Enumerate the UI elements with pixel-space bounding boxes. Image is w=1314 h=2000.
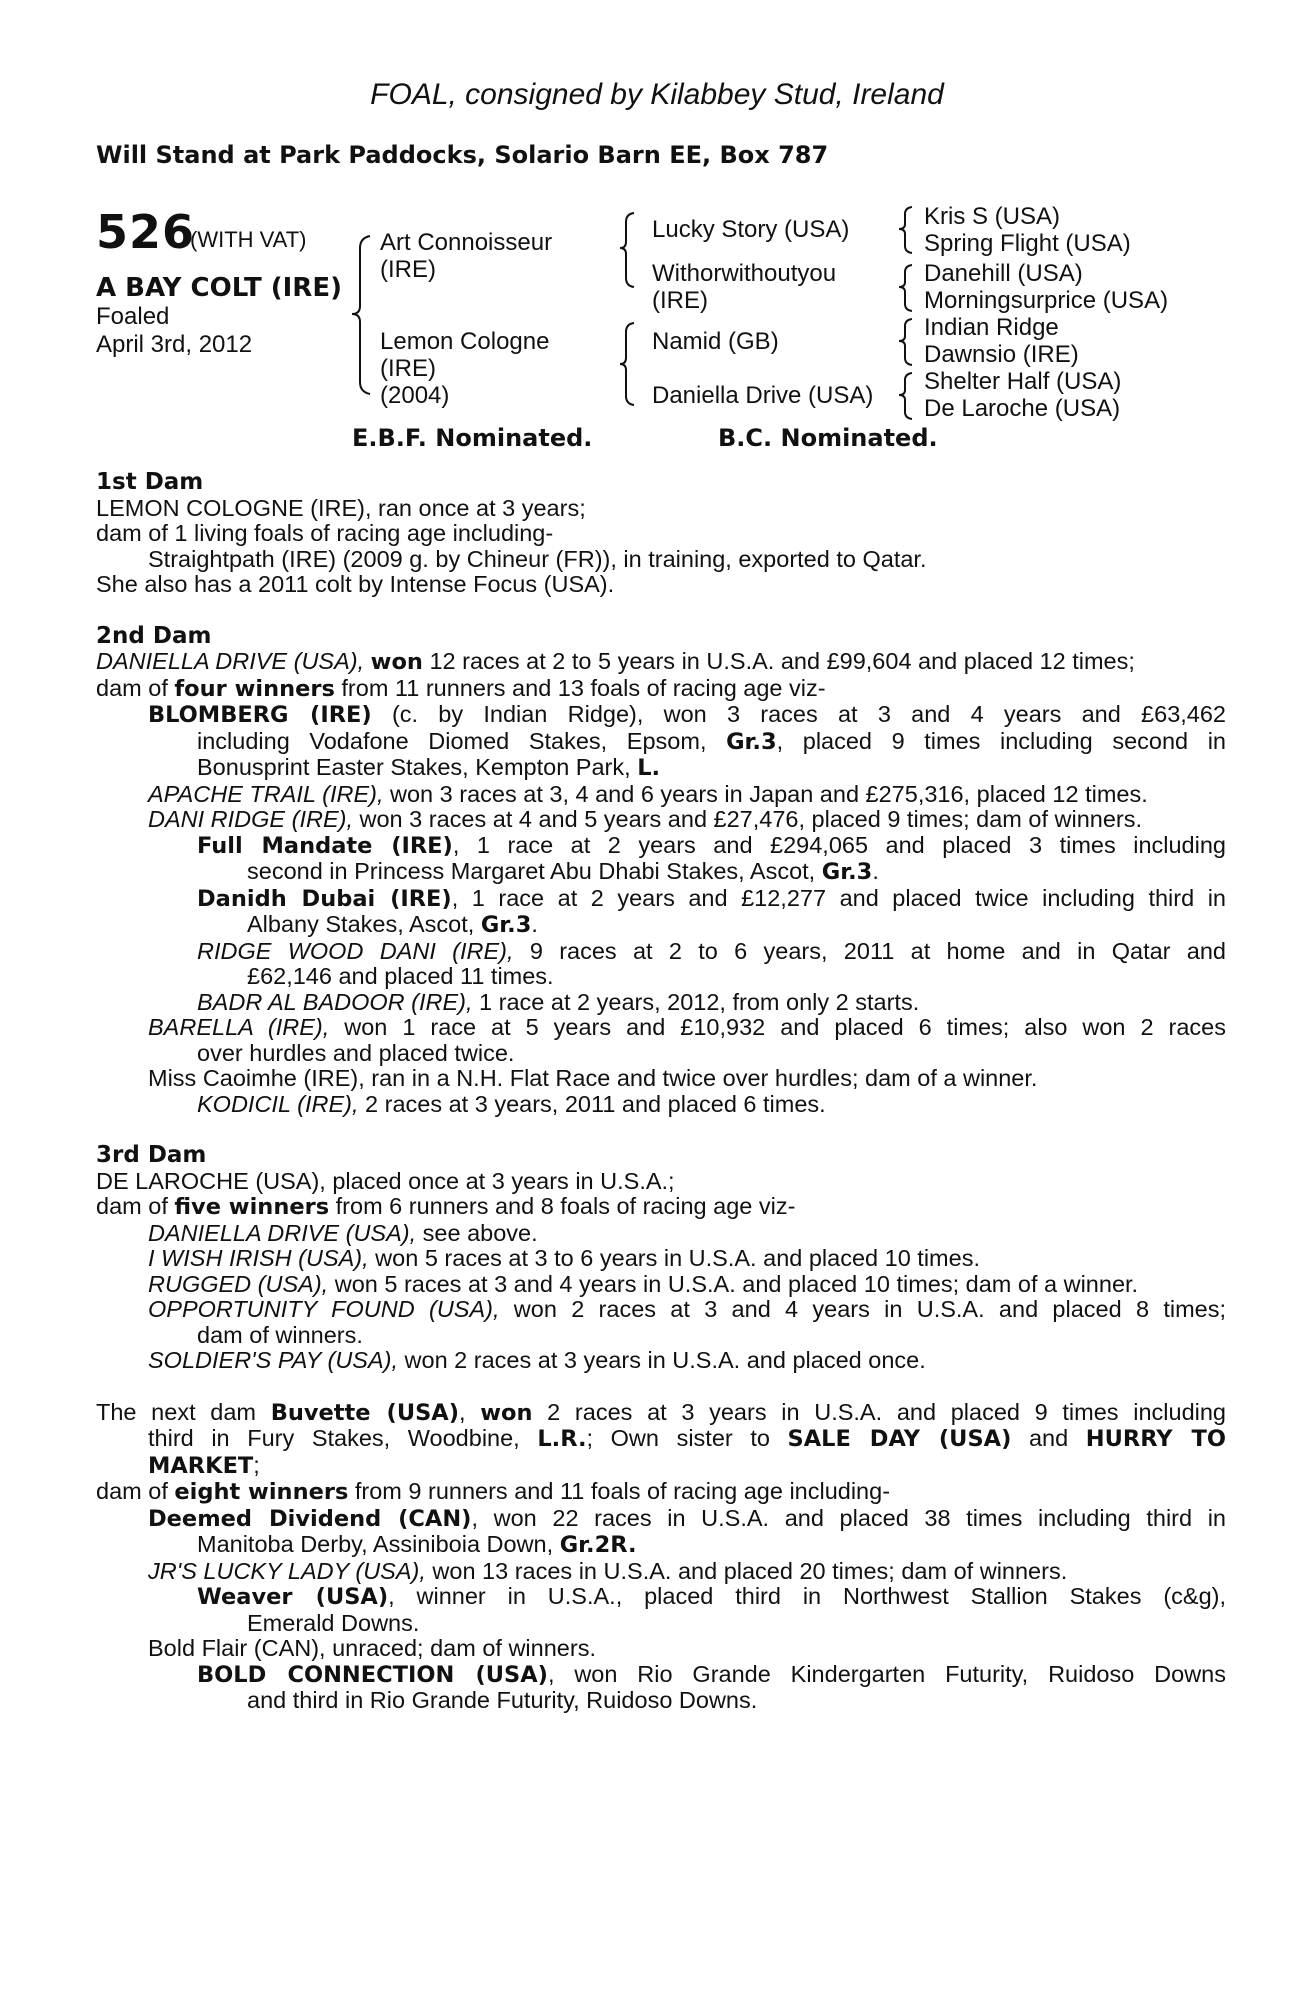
text: 9 races at 2 to 6 years, 2011 at home and in Qatar and [513, 937, 1226, 964]
text: won 1 race at 5 years and £10,932 and placed 6 times; also won 2 races [329, 1014, 1226, 1040]
pedigree-gen2-3: Namid (GB) [652, 328, 779, 355]
pedigree-sire: Art Connoisseur [380, 229, 553, 256]
text: won 13 races in U.S.A. and placed 20 times; dam of winners. [425, 1557, 1068, 1584]
pedigree-gen3-7: Shelter Half (USA) [924, 368, 1122, 395]
family-details [96, 470, 1226, 1714]
text: The next dam [96, 1398, 271, 1425]
runner-name: BLOMBERG (IRE) [148, 702, 372, 728]
runner-line: Miss Caoimhe (IRE), ran in a N.H. Flat Race and twice over hurdles; dam of a winner. [148, 1065, 1038, 1091]
text: four winners [174, 675, 335, 702]
text: won 5 races at 3 and 4 years in U.S.A. and placed 10 times; dam of a winner. [328, 1270, 1139, 1297]
first-dam-line: Straightpath (IRE) (2009 g. by Chineur (FR)), in training, exported to Qatar. [148, 545, 927, 572]
text: , won Rio Grande Kindergarten Futurity, Ruidoso Downs [547, 1660, 1226, 1687]
pedigree-brace-3c [896, 316, 916, 368]
text: won 3 races at 4 and 5 years and £27,476, placed 9 times; dam of winners. [352, 806, 1143, 832]
pedigree-gen3-8: De Laroche (USA) [924, 395, 1121, 422]
text: . [531, 911, 538, 937]
pedigree-sire-country: (IRE) [380, 256, 436, 283]
lot-number: 526 [96, 205, 196, 259]
text: L.R. [537, 1426, 587, 1452]
text: and third in Rio Grande Futurity, Ruidoso Downs. [247, 1687, 758, 1713]
text: including Vodafone Diomed Stakes, Epsom, [197, 727, 727, 754]
third-dam-heading: 3rd Dam [96, 1142, 207, 1168]
first-dam-section [96, 470, 1226, 598]
text: SALE DAY (USA) [787, 1426, 1012, 1452]
text: Gr.3 [480, 912, 532, 938]
text: dam of [96, 1193, 175, 1219]
text: ; Own sister to [586, 1425, 788, 1451]
runner-name: Weaver (USA) [197, 1584, 389, 1610]
text: won 3 races at 3, 4 and 6 years in Japan and £275,316, placed 12 times. [383, 780, 1148, 807]
runner-name: KODICIL (IRE), [197, 1090, 359, 1117]
text: , won 22 races in U.S.A. and placed 38 times including third in [471, 1504, 1226, 1531]
pedigree-gen3-4: Morningsurprice (USA) [924, 287, 1169, 314]
text: . [872, 858, 879, 884]
runner-name: Full Mandate (IRE) [197, 832, 453, 859]
text: , placed 9 times including second in [776, 727, 1226, 754]
first-dam-line: She also has a 2011 colt by Intense Focus (USA). [96, 571, 615, 597]
text: ; [253, 1451, 260, 1478]
pedigree-gen3-2: Spring Flight (USA) [924, 230, 1131, 257]
text: L. [637, 755, 661, 781]
pedigree-brace-gen1 [350, 232, 374, 397]
text: , 1 race at 2 years and £294,065 and placed 3 times including [452, 831, 1226, 858]
text: and [1011, 1425, 1086, 1451]
second-dam-section [96, 624, 1226, 1118]
text: Emerald Downs. [247, 1609, 420, 1636]
text: won [480, 1399, 533, 1426]
page-title: FOAL, consigned by Kilabbey Stud, Ireland [370, 78, 944, 111]
pedigree-brace-sire [618, 210, 638, 290]
runner-name: BADR AL BADOOR (IRE), [197, 988, 473, 1015]
second-dam-heading: 2nd Dam [96, 622, 212, 649]
text: 2 races at 3 years, 2011 and placed 6 times. [358, 1090, 826, 1117]
text: dam of winners. [197, 1321, 363, 1348]
pedigree-gen3-3: Danehill (USA) [924, 260, 1083, 287]
runner-name: BARELLA (IRE), [148, 1014, 330, 1040]
text: Manitoba Derby, Assiniboia Down, [197, 1531, 560, 1557]
won-label: won [370, 649, 423, 675]
text: five winners [174, 1194, 330, 1220]
pedigree-gen3-5: Indian Ridge [924, 314, 1059, 341]
pedigree-dam: Lemon Cologne [380, 328, 550, 355]
text: DE LAROCHE (USA), placed once at 3 years in U.S.A.; [96, 1167, 675, 1194]
text: won 2 races at 3 years in U.S.A. and placed once. [398, 1347, 926, 1373]
text: from 6 runners and 8 foals of racing age viz- [329, 1193, 796, 1219]
text: £62,146 and placed 11 times. [247, 963, 554, 989]
text: from 9 runners and 11 foals of racing age including- [348, 1478, 891, 1504]
horse-name: A BAY COLT (IRE) [96, 273, 342, 303]
text: HURRY TO [1085, 1426, 1226, 1452]
text: , winner in U.S.A., placed third in Northwest Stallion Stakes (c&g), [388, 1583, 1226, 1609]
text: 1 race at 2 years, 2012, from only 2 starts. [472, 988, 920, 1015]
text: Bonusprint Easter Stakes, Kempton Park, [197, 754, 638, 780]
text: Gr.2R. [559, 1532, 637, 1558]
runner-name: OPPORTUNITY FOUND (USA), [148, 1296, 500, 1322]
text: second in Princess Margaret Abu Dhabi Stakes, Ascot, [247, 858, 822, 884]
runner-name: RIDGE WOOD DANI (IRE), [197, 937, 514, 964]
next-dam-section [96, 1400, 1226, 1714]
first-dam-line: dam of 1 living foals of racing age including- [96, 520, 554, 546]
text: (c. by Indian Ridge), won 3 races at 3 and 4 years and £63,462 [371, 701, 1227, 727]
text: 2 races at 3 years in U.S.A. and placed 9 times including [532, 1398, 1226, 1425]
foaled-date: April 3rd, 2012 [96, 331, 253, 358]
third-dam-section [96, 1143, 1226, 1374]
pedigree-gen3-1: Kris S (USA) [924, 203, 1061, 230]
pedigree-gen2-1: Lucky Story (USA) [652, 216, 850, 243]
pedigree-gen2-2b: (IRE) [652, 287, 708, 314]
runner-name: DANI RIDGE (IRE), [148, 806, 353, 832]
text: third in Fury Stakes, Woodbine, [148, 1425, 538, 1451]
dam-name: DANIELLA DRIVE (USA), [96, 648, 365, 674]
text: dam of [96, 674, 175, 701]
foaled-label: Foaled [96, 303, 170, 330]
stand-location: Will Stand at Park Paddocks, Solario Barn EE, Box 787 [96, 141, 829, 169]
text: , 1 race at 2 years and £12,277 and placed twice including third in [451, 884, 1226, 911]
text: from 11 runners and 13 foals of racing age viz- [334, 674, 826, 701]
text: won 5 races at 3 to 6 years in U.S.A. and placed 10 times. [368, 1245, 980, 1271]
runner-name: JR'S LUCKY LADY (USA), [148, 1557, 426, 1584]
text: eight winners [174, 1479, 349, 1505]
text: 12 races at 2 to 5 years in U.S.A. and £99,604 and placed 12 times; [422, 648, 1135, 674]
runner-name: Danidh Dubai (IRE) [197, 885, 452, 912]
runner-name: DANIELLA DRIVE (USA), [148, 1219, 417, 1246]
runner-name: BOLD CONNECTION (USA) [197, 1661, 548, 1688]
runner-name: Deemed Dividend (CAN) [148, 1505, 472, 1532]
text: Buvette (USA) [270, 1399, 459, 1426]
pedigree-gen2-4: Daniella Drive (USA) [652, 382, 874, 409]
runner-name: APACHE TRAIL (IRE), [148, 780, 384, 807]
runner-name: SOLDIER'S PAY (USA), [148, 1347, 398, 1373]
first-dam-line: LEMON COLOGNE (IRE), ran once at 3 years; [96, 494, 586, 521]
pedigree-brace-3d [896, 370, 916, 422]
text: see above. [416, 1219, 538, 1246]
text: , [459, 1398, 481, 1425]
text: over hurdles and placed twice. [197, 1039, 515, 1066]
ebf-nominated: E.B.F. Nominated. [352, 424, 593, 452]
pedigree-dam-year: (2004) [380, 382, 450, 409]
bc-nominated: B.C. Nominated. [718, 424, 938, 452]
text: Gr.3 [726, 728, 777, 755]
first-dam-heading: 1st Dam [96, 469, 204, 495]
pedigree-gen2-2: Withorwithoutyou [652, 260, 837, 287]
text: dam of [96, 1478, 175, 1504]
pedigree-gen3-6: Dawnsio (IRE) [924, 341, 1079, 368]
text: MARKET [148, 1452, 254, 1479]
runner-name: I WISH IRISH (USA), [148, 1245, 369, 1271]
runner-line: Bold Flair (CAN), unraced; dam of winners. [148, 1635, 596, 1661]
pedigree-dam-country: (IRE) [380, 355, 436, 382]
pedigree-brace-dam [618, 320, 638, 410]
text: Gr.3 [821, 859, 873, 885]
pedigree-brace-3b [896, 262, 916, 314]
vat-note: (WITH VAT) [190, 227, 307, 252]
text: Albany Stakes, Ascot, [247, 911, 481, 937]
pedigree-brace-3a [896, 204, 916, 256]
runner-name: RUGGED (USA), [148, 1270, 329, 1297]
text: won 2 races at 3 and 4 years in U.S.A. and placed 8 times; [499, 1296, 1226, 1322]
